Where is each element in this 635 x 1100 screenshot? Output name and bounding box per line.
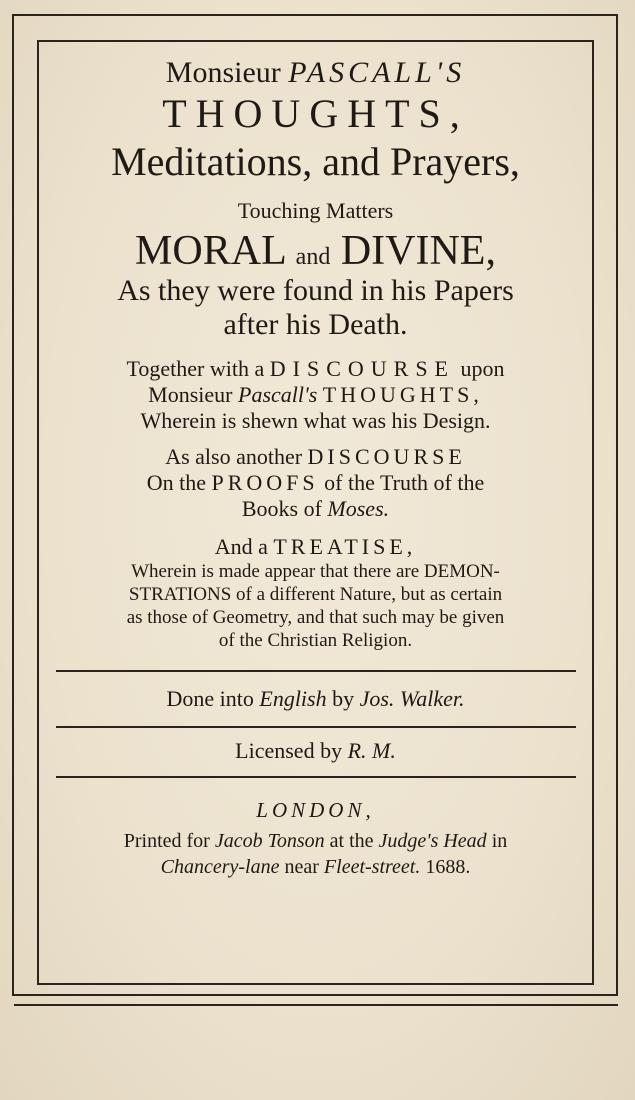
text-year: 1688. — [425, 856, 471, 878]
title-line-strations: STRATIONS of a different Nature, but as certain — [128, 584, 503, 605]
imprint-line-1 — [40, 831, 591, 851]
title-line-touching: Touching Matters — [237, 198, 394, 223]
title-line-thoughts: THOUGHTS, — [162, 91, 469, 136]
title-line-also — [40, 446, 591, 468]
text-discourse-2: DISCOURSE — [307, 444, 466, 469]
title-line-treatise — [40, 536, 591, 558]
text-chancery-lane: Chancery-lane — [160, 856, 280, 878]
text-monsieur: Monsieur — [165, 56, 281, 89]
title-line-proofs — [40, 472, 591, 494]
title-line-moral-divine — [40, 230, 591, 272]
text-together: Together with a — [126, 356, 265, 381]
text-jacob-tonson: Jacob Tonson — [214, 830, 325, 852]
text-and: and — [295, 244, 331, 270]
text-books-of: Books of — [241, 496, 322, 521]
text-thoughts-2: THOUGHTS, — [322, 382, 483, 407]
title-line-monsieur-thoughts — [40, 384, 591, 406]
imprint-city: LONDON, — [256, 798, 375, 822]
title-line-author — [40, 58, 591, 88]
text-treatise: TREATISE, — [273, 534, 417, 559]
text-truth: of the Truth of the — [324, 470, 485, 495]
text-licensed-by: Licensed by — [235, 738, 343, 763]
title-line-geometry: as those of Geometry, and that such may be given — [126, 607, 505, 628]
bottom-border-rule — [14, 1004, 618, 1006]
text-divine: DIVINE, — [340, 228, 496, 274]
title-line-death: after his Death. — [223, 308, 408, 341]
text-walker: Jos. Walker. — [359, 686, 465, 711]
text-fleet-street: Fleet-street. — [323, 856, 421, 878]
text-moral: MORAL — [135, 228, 286, 274]
text-by: by — [332, 686, 355, 711]
text-near: near — [284, 856, 319, 878]
text-upon: upon — [460, 356, 505, 381]
text-on-the: On the — [146, 470, 206, 495]
text-pascall: PASCALL'S — [288, 56, 466, 89]
imprint-line-2 — [40, 857, 591, 877]
title-line-found: As they were found in his Papers — [117, 274, 514, 307]
text-at-the: at the — [329, 830, 374, 852]
divider-rule-3 — [56, 776, 576, 778]
divider-rule-1 — [56, 670, 576, 672]
divider-rule-2 — [56, 726, 576, 728]
text-discourse-1: DISCOURSE — [269, 356, 455, 381]
title-page-text — [40, 48, 591, 877]
translator-line — [40, 688, 591, 710]
text-also: As also another — [165, 444, 303, 469]
title-line-religion: of the Christian Religion. — [218, 630, 413, 651]
title-line-together — [40, 358, 591, 380]
text-in: in — [491, 830, 508, 852]
text-done-into: Done into — [166, 686, 254, 711]
text-rm: R. M. — [347, 738, 396, 763]
title-line-demon: Wherein is made appear that there are DEMON- — [131, 561, 500, 582]
text-moses: Moses. — [327, 496, 390, 521]
text-pascalls: Pascall's — [238, 382, 318, 407]
text-english: English — [259, 686, 327, 711]
text-printed-for: Printed for — [123, 830, 210, 852]
title-line-meditations: Meditations, and Prayers, — [111, 139, 520, 184]
title-line-design: Wherein is shewn what was his Design. — [140, 408, 491, 433]
text-judges-head: Judge's Head — [378, 830, 487, 852]
text-proofs: PROOFS — [211, 470, 319, 495]
title-line-moses — [40, 498, 591, 520]
license-line — [40, 740, 591, 762]
text-and-a: And a — [214, 534, 268, 559]
text-monsieur-2: Monsieur — [148, 382, 233, 407]
